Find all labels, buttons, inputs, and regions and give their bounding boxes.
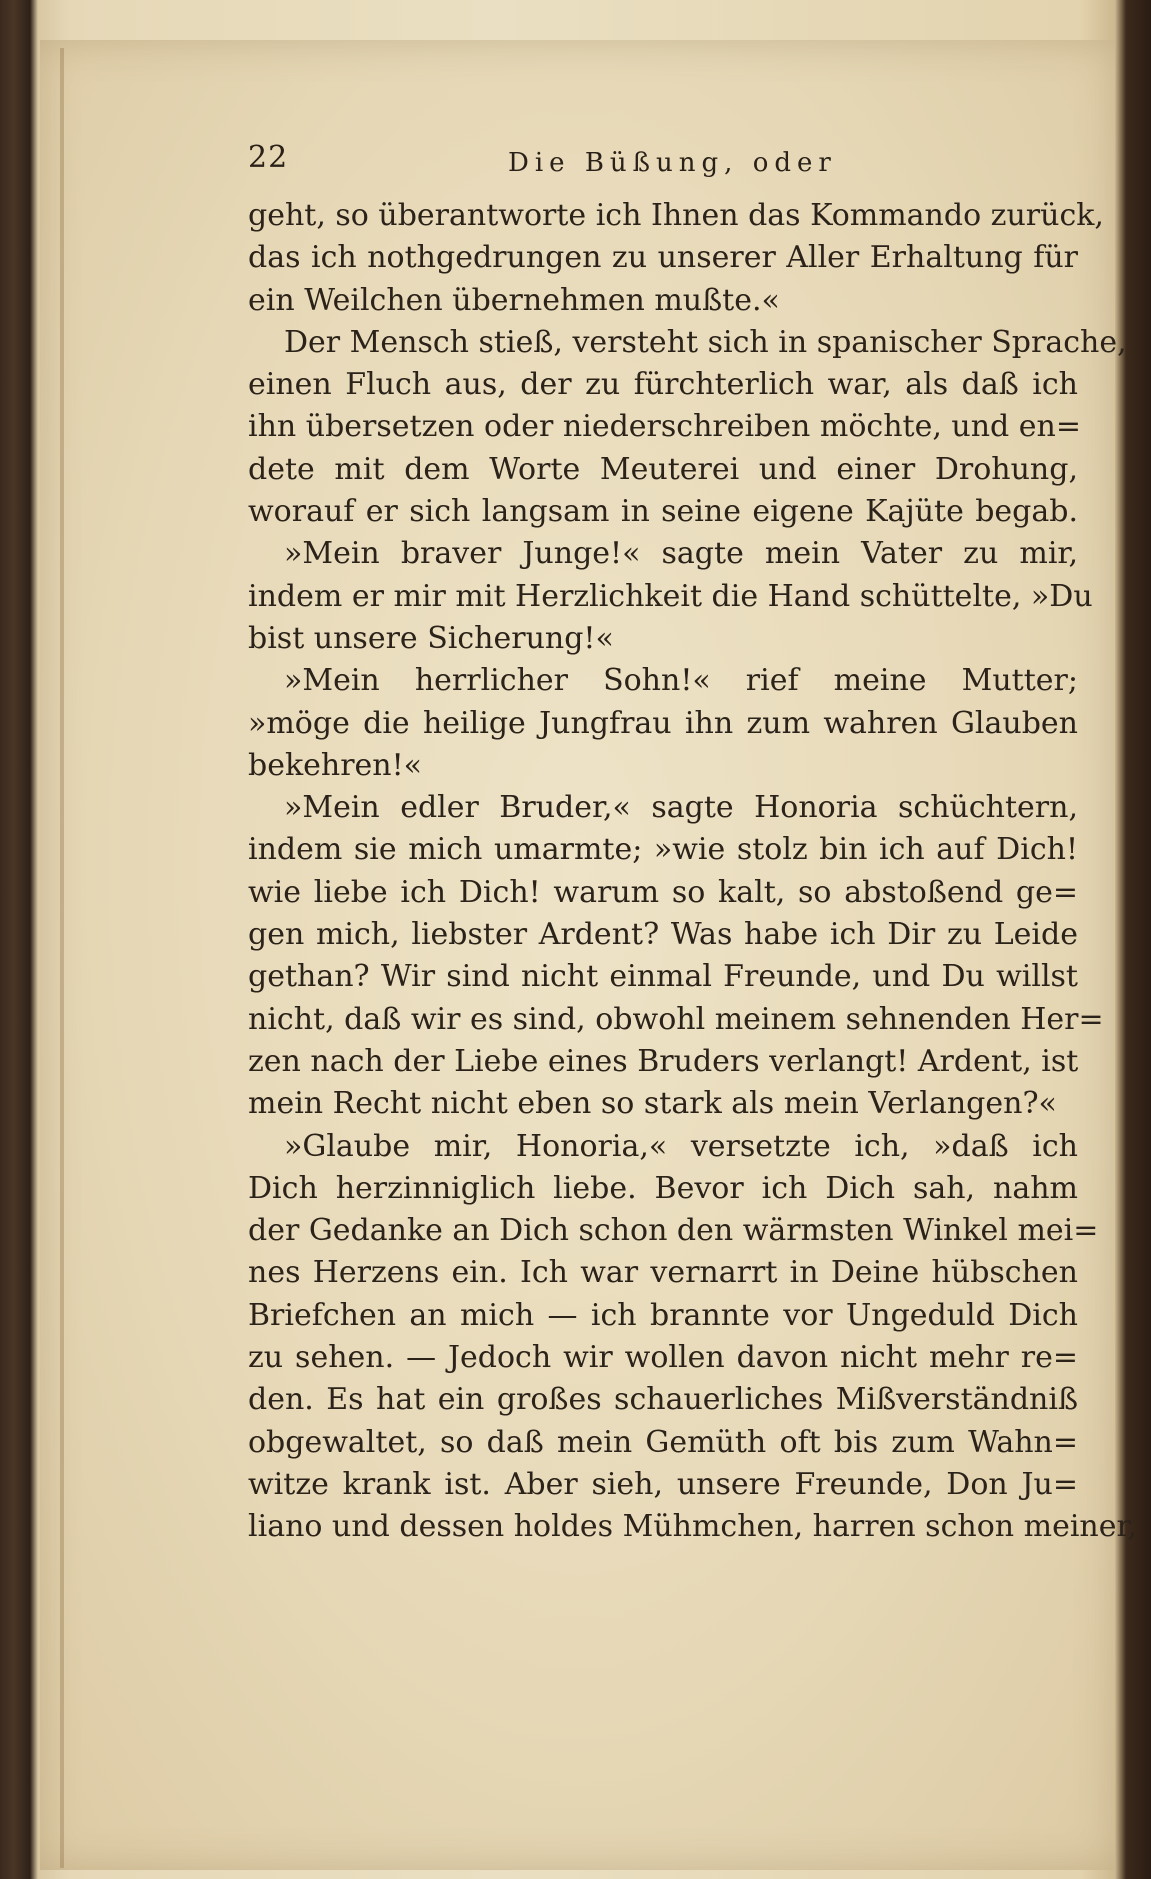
running-title: Die Büßung, oder [508, 148, 837, 178]
text-line: obgewaltet, so daß mein Gemüth oft bis zum Wahn= [248, 1424, 1078, 1460]
text-line: indem sie mich umarmte; »wie stolz bin ich auf Dich! [248, 832, 1078, 868]
text-line: »Mein herrlicher Sohn!« rief meine Mutter; [284, 663, 1078, 699]
text-line: nicht, daß wir es sind, obwohl meinem sehnenden Her= [248, 1001, 1104, 1037]
text-line: geht, so überantworte ich Ihnen das Kommando zurück, [248, 198, 1104, 233]
text-line: der Gedanke an Dich schon den wärmsten Winkel mei= [248, 1213, 1099, 1249]
text-line: »Glaube mir, Honoria,« versetzte ich, »daß ich [284, 1128, 1078, 1164]
text-line: den. Es hat ein großes schauerliches Mißverständniß [248, 1382, 1078, 1418]
text-line: zen nach der Liebe eines Bruders verlangt! Ardent, ist [248, 1043, 1079, 1079]
text-line: Dich herzinniglich liebe. Bevor ich Dich sah, nahm [248, 1170, 1078, 1206]
text-line: wie liebe ich Dich! warum so kalt, so abstoßend ge= [248, 874, 1078, 910]
text-line: Briefchen an mich — ich brannte vor Ungeduld Dich [248, 1297, 1078, 1333]
page-header [248, 140, 1078, 190]
page-gutter-edge [60, 48, 64, 1868]
text-line: das ich nothgedrungen zu unserer Aller Erhaltung für [248, 240, 1078, 276]
text-line: bekehren!« [248, 747, 423, 783]
text-line: worauf er sich langsam in seine eigene Kajüte begab. [248, 494, 1078, 530]
text-line: mein Recht nicht eben so stark als mein Verlangen?« [248, 1086, 1057, 1122]
text-line: gethan? Wir sind nicht einmal Freunde, und Du willst [248, 959, 1078, 995]
text-line: dete mit dem Worte Meuterei und einer Drohung, [248, 451, 1078, 487]
text-line: einen Fluch aus, der zu fürchterlich war, als daß ich [248, 367, 1078, 403]
text-line: »Mein braver Junge!« sagte mein Vater zu mir, [284, 536, 1078, 572]
body-text [248, 195, 1138, 1549]
text-line: ihn übersetzen oder niederschreiben möchte, und en= [248, 409, 1082, 445]
text-line: »Mein edler Bruder,« sagte Honoria schüchtern, [284, 790, 1078, 826]
text-line: Der Mensch stieß, versteht sich in spanischer Sprache, [284, 324, 1127, 360]
text-line: indem er mir mit Herzlichkeit die Hand schüttelte, »Du [248, 578, 1093, 614]
text-line: liano und dessen holdes Mühmchen, harren schon meiner, [248, 1509, 1138, 1545]
text-line: ein Weilchen übernehmen mußte.« [248, 282, 780, 318]
text-line: bist unsere Sicherung!« [248, 620, 614, 656]
text-line: zu sehen. — Jedoch wir wollen davon nicht mehr re= [248, 1340, 1078, 1376]
text-line: »möge die heilige Jungfrau ihn zum wahren Glauben [248, 705, 1078, 741]
text-line: witze krank ist. Aber sieh, unsere Freunde, Don Ju= [248, 1466, 1078, 1502]
text-line: gen mich, liebster Ardent? Was habe ich Dir zu Leide [248, 917, 1078, 953]
text-line: nes Herzens ein. Ich war vernarrt in Deine hübschen [248, 1255, 1078, 1291]
page-number: 22 [248, 140, 289, 175]
